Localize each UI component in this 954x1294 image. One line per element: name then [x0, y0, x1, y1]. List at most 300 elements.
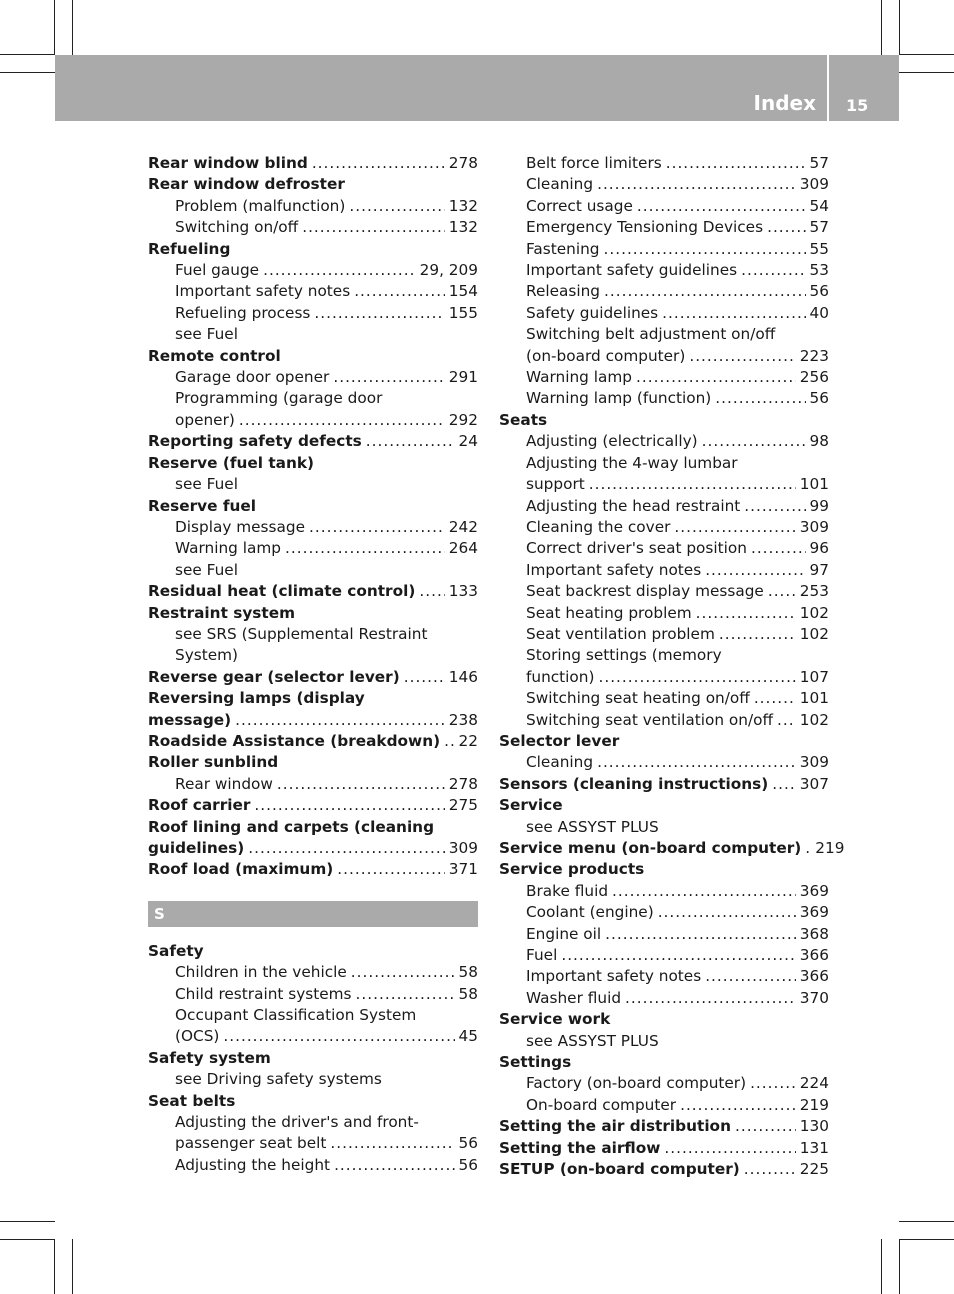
leader-dots: [597, 174, 796, 195]
entry-label: Seat ventilation problem: [526, 624, 715, 643]
page-reference[interactable]: 98: [809, 432, 829, 451]
entry-label: Seat belts: [148, 1091, 236, 1110]
entry-label: Correct usage: [526, 196, 633, 215]
index-subentry[interactable]: [499, 752, 829, 773]
page-reference[interactable]: 130: [799, 1117, 829, 1136]
leader-dots: [404, 667, 445, 688]
entry-label: Roller sunblind: [148, 753, 279, 772]
leader-dots: [366, 431, 455, 452]
entry-label: Display message: [175, 517, 305, 536]
index-entry[interactable]: [148, 667, 478, 688]
entry-label: Selector lever: [499, 731, 620, 750]
page-reference[interactable]: 53: [809, 261, 829, 280]
entry-label: Roof load (maximum): [148, 860, 334, 879]
leader-dots: [662, 303, 805, 324]
entry-label: Switching seat heating on/off: [526, 689, 750, 708]
leader-dots: [604, 281, 806, 302]
entry-label: Storing settings (memory: [526, 646, 722, 665]
entry-label: Coolant (engine): [526, 903, 654, 922]
leader-dots: [744, 1159, 796, 1180]
crop-mark: [899, 1239, 900, 1294]
entry-label: function): [526, 667, 595, 686]
index-subentry[interactable]: [499, 988, 829, 1009]
index-entry[interactable]: [148, 581, 478, 602]
index-subentry[interactable]: [499, 688, 829, 709]
entry-label: Roof carrier: [148, 796, 251, 815]
leader-dots: [680, 1095, 796, 1116]
entry-label: Important safety notes: [526, 967, 702, 986]
index-subentry: [148, 1112, 478, 1133]
page-reference[interactable]: 370: [799, 988, 829, 1007]
entry-label: Correct driver's seat position: [526, 539, 747, 558]
page-reference[interactable]: 219: [799, 1095, 829, 1114]
index-subentry: [148, 1005, 478, 1026]
index-subentry[interactable]: [148, 260, 478, 281]
crop-mark: [881, 0, 882, 55]
entry-label: see SRS (Supplemental Restraint: [175, 624, 428, 643]
section-header: S: [148, 901, 478, 927]
leader-dots: [598, 667, 795, 688]
leader-dots: [754, 688, 796, 709]
index-subentry: [148, 560, 478, 581]
index-subentry[interactable]: [499, 388, 829, 409]
index-subentry[interactable]: [499, 581, 829, 602]
index-entry[interactable]: [148, 710, 478, 731]
leader-dots: [235, 710, 445, 731]
crop-mark: [899, 1239, 954, 1240]
leader-dots: [337, 859, 445, 880]
page-reference[interactable]: 56: [458, 1134, 478, 1153]
page-reference[interactable]: 154: [448, 282, 478, 301]
index-subentry[interactable]: [499, 260, 829, 281]
page-reference[interactable]: 58: [458, 963, 478, 982]
index-subentry[interactable]: [499, 239, 829, 260]
index-entry: [499, 410, 829, 431]
leader-dots: [735, 1116, 796, 1137]
leader-dots: [658, 902, 796, 923]
leader-dots: [330, 1133, 454, 1154]
index-subentry[interactable]: [148, 1133, 478, 1154]
entry-label: Rear window blind: [148, 154, 308, 172]
entry-label: Cleaning: [526, 175, 594, 194]
page-reference[interactable]: 132: [448, 218, 478, 237]
entry-label: message): [148, 710, 232, 729]
entry-label: Reserve (fuel tank): [148, 453, 315, 472]
entry-label: Child restraint systems: [175, 984, 352, 1003]
entry-label: guidelines): [148, 839, 245, 857]
entry-label: see Driving safety systems: [175, 1070, 382, 1089]
index-entry[interactable]: [499, 1116, 829, 1137]
page-reference[interactable]: 291: [448, 368, 478, 387]
page-reference[interactable]: 56: [809, 389, 829, 408]
page-reference[interactable]: 102: [799, 603, 829, 622]
entry-label: see ASSYST PLUS: [526, 1031, 659, 1050]
page-reference[interactable]: 45: [458, 1027, 478, 1046]
index-entry: [499, 731, 829, 752]
entry-label: Safety system: [148, 1048, 271, 1067]
leader-dots: [561, 945, 795, 966]
entry-label: Warning lamp (function): [526, 389, 712, 408]
page-reference[interactable]: 371: [448, 860, 478, 879]
crop-mark: [899, 54, 954, 55]
entry-label: Adjusting the head restraint: [526, 496, 741, 515]
leader-dots: [674, 517, 795, 538]
entry-label: Brake fluid: [526, 881, 609, 900]
page-reference[interactable]: 56: [458, 1155, 478, 1174]
page-reference[interactable]: 133: [448, 582, 478, 601]
entry-label: Warning lamp: [526, 368, 632, 387]
entry-label: Cleaning the cover: [526, 517, 671, 536]
index-subentry[interactable]: [499, 303, 829, 324]
crop-mark: [899, 1221, 954, 1222]
entry-label: Setting the airflow: [499, 1138, 661, 1157]
entry-label: Service work: [499, 1010, 611, 1029]
page-reference[interactable]: 219: [815, 839, 845, 857]
leader-dots: [768, 581, 796, 602]
leader-dots: [419, 581, 444, 602]
page-reference[interactable]: 97: [809, 560, 829, 579]
leader-dots: [741, 260, 805, 281]
page-reference[interactable]: 256: [799, 368, 829, 387]
leader-dots: [254, 795, 444, 816]
page-reference[interactable]: 131: [799, 1138, 829, 1157]
entry-label: Reporting safety defects: [148, 432, 362, 451]
page-reference[interactable]: 366: [799, 946, 829, 965]
index-entry: [499, 1052, 829, 1073]
leader-dots: [333, 367, 444, 388]
page-reference[interactable]: 57: [809, 154, 829, 172]
index-entry: [499, 859, 829, 880]
index-subentry[interactable]: [499, 966, 829, 987]
leader-dots: [302, 217, 445, 238]
leader-dots: [767, 217, 805, 238]
page-reference[interactable]: 307: [799, 774, 829, 793]
entry-label: Adjusting the height: [175, 1155, 331, 1174]
index-subentry: [148, 645, 478, 666]
index-subentry[interactable]: [499, 924, 829, 945]
index-subentry[interactable]: [499, 281, 829, 302]
leader-dots: [612, 881, 796, 902]
leader-dots: [312, 153, 445, 174]
leader-dots: [750, 1073, 796, 1094]
entry-label: Setting the air distribution: [499, 1117, 731, 1136]
index-subentry: [148, 474, 478, 495]
page-reference[interactable]: 368: [799, 924, 829, 943]
index-entry[interactable]: [499, 838, 845, 859]
leader-dots: [702, 431, 806, 452]
leader-dots: [334, 1155, 454, 1176]
crop-mark: [72, 1239, 73, 1294]
index-column-left: [148, 153, 478, 1176]
entry-label: Children in the vehicle: [175, 963, 347, 982]
crop-mark: [881, 1239, 882, 1294]
page-reference[interactable]: 99: [809, 496, 829, 515]
index-subentry: [148, 624, 478, 645]
index-subentry[interactable]: [148, 1026, 478, 1047]
leader-dots: [637, 196, 806, 217]
page-reference[interactable]: 369: [799, 903, 829, 922]
page-reference[interactable]: 107: [799, 667, 829, 686]
entry-label: Rear window: [175, 774, 273, 793]
index-subentry[interactable]: [499, 881, 829, 902]
page-reference[interactable]: 366: [799, 967, 829, 986]
leader-dots: [314, 303, 444, 324]
page-reference[interactable]: 101: [799, 475, 829, 494]
entry-label: Adjusting the driver's and front-: [175, 1113, 419, 1132]
leader-dots: [248, 838, 445, 859]
entry-label: Settings: [499, 1053, 572, 1072]
index-subentry: [148, 324, 478, 345]
entry-label: Problem (malfunction): [175, 196, 346, 215]
page-title: Index: [753, 91, 816, 115]
entry-label: Adjusting (electrically): [526, 432, 698, 451]
entry-label: Garage door opener: [175, 368, 330, 387]
leader-dots: [239, 410, 445, 431]
entry-label: Switching seat ventilation on/off: [526, 710, 774, 729]
page-reference[interactable]: 238: [448, 710, 478, 729]
index-subentry[interactable]: [499, 945, 829, 966]
index-entry[interactable]: [148, 795, 478, 816]
leader-dots: [777, 710, 796, 731]
entry-label: passenger seat belt: [175, 1134, 327, 1153]
leader-dots: [277, 774, 445, 795]
page-reference[interactable]: 146: [448, 667, 478, 686]
page-reference[interactable]: 55: [809, 239, 829, 258]
index-entry: [148, 603, 478, 624]
page-reference[interactable]: 40: [809, 303, 829, 322]
entry-label: Programming (garage door: [175, 389, 383, 408]
leader-dots: [772, 774, 796, 795]
entry-label: Important safety notes: [526, 560, 702, 579]
entry-label: Remote control: [148, 346, 281, 365]
page-reference[interactable]: 57: [809, 218, 829, 237]
entry-label: Safety guidelines: [526, 303, 659, 322]
page-reference[interactable]: 155: [448, 303, 478, 322]
index-subentry: [499, 324, 829, 345]
index-subentry[interactable]: [148, 774, 478, 795]
entry-label: Service products: [499, 860, 645, 879]
index-subentry[interactable]: [499, 538, 829, 559]
entry-label: see ASSYST PLUS: [526, 817, 659, 836]
index-subentry[interactable]: [499, 624, 829, 645]
index-subentry[interactable]: [499, 196, 829, 217]
entry-label: Switching belt adjustment on/off: [526, 325, 776, 344]
index-entry[interactable]: [499, 774, 829, 795]
index-subentry: [148, 388, 478, 409]
index-entry[interactable]: [148, 431, 478, 452]
entry-label: System): [175, 646, 239, 665]
index-entry: [148, 1048, 478, 1069]
entry-label: Restraint system: [148, 603, 296, 622]
leader-dots: [354, 281, 445, 302]
index-subentry[interactable]: [148, 281, 478, 302]
index-subentry[interactable]: [148, 410, 478, 431]
index-entry: [148, 496, 478, 517]
index-subentry: [499, 1031, 829, 1052]
index-subentry[interactable]: [148, 196, 478, 217]
crop-mark: [72, 0, 73, 55]
entry-label: Fuel: [526, 946, 558, 965]
entry-label: support: [526, 475, 585, 494]
index-subentry[interactable]: [499, 153, 829, 174]
page-reference[interactable]: 54: [809, 196, 829, 215]
page-reference[interactable]: 22: [458, 731, 478, 750]
page-reference[interactable]: 96: [809, 539, 829, 558]
page-reference[interactable]: 253: [799, 582, 829, 601]
header-divider: [827, 55, 829, 121]
entry-label: Important safety guidelines: [526, 261, 738, 280]
page-reference[interactable]: 224: [799, 1074, 829, 1093]
index-subentry[interactable]: [499, 174, 829, 195]
entry-label: Residual heat (climate control): [148, 582, 416, 601]
entry-label: see Fuel: [175, 325, 238, 344]
entry-label: Belt force limiters: [526, 154, 662, 172]
index-subentry[interactable]: [499, 474, 829, 495]
page-reference[interactable]: 309: [799, 517, 829, 536]
page-reference[interactable]: 264: [448, 539, 478, 558]
crop-mark: [0, 1239, 55, 1240]
entry-label: Roof lining and carpets (cleaning: [148, 817, 435, 836]
page-reference[interactable]: 56: [809, 282, 829, 301]
leader-dots: [444, 731, 454, 752]
page-reference[interactable]: 369: [799, 881, 829, 900]
index-entry[interactable]: [499, 1159, 829, 1180]
index-entry: [499, 1009, 829, 1030]
index-subentry[interactable]: [499, 1095, 829, 1116]
entry-label: opener): [175, 410, 235, 429]
entry-label: Cleaning: [526, 753, 594, 772]
entry-label: Occupant Classification System: [175, 1006, 417, 1025]
index-entry[interactable]: [148, 731, 478, 752]
page-reference[interactable]: 309: [799, 753, 829, 772]
index-subentry[interactable]: [499, 902, 829, 923]
page-reference[interactable]: 292: [448, 410, 478, 429]
page-reference[interactable]: 278: [448, 774, 478, 793]
index-entry[interactable]: [499, 1138, 829, 1159]
page-reference[interactable]: 242: [448, 517, 478, 536]
index-subentry[interactable]: [499, 431, 829, 452]
index-subentry[interactable]: [499, 517, 829, 538]
leader-dots: [751, 538, 806, 559]
entry-label: Emergency Tensioning Devices: [526, 218, 764, 237]
index-subentry[interactable]: [148, 962, 478, 983]
leader-dots: [666, 153, 806, 174]
leader-dots: [664, 1138, 795, 1159]
entry-label: Switching on/off: [175, 218, 299, 237]
index-subentry: [499, 645, 829, 666]
index-subentry[interactable]: [148, 984, 478, 1005]
crop-mark: [54, 0, 55, 55]
index-subentry[interactable]: [499, 367, 829, 388]
crop-mark: [0, 1221, 55, 1222]
entry-label: (on-board computer): [526, 346, 686, 365]
leader-dots: [719, 624, 796, 645]
entry-label: Reversing lamps (display: [148, 689, 365, 708]
page-reference[interactable]: 223: [799, 346, 829, 365]
page-reference[interactable]: 278: [448, 154, 478, 172]
entry-label: Fuel gauge: [175, 261, 260, 280]
page-reference[interactable]: 102: [799, 624, 829, 643]
entry-label: Reverse gear (selector lever): [148, 667, 400, 686]
index-entry[interactable]: [148, 838, 478, 859]
index-subentry: [499, 817, 829, 838]
leader-dots: [689, 346, 795, 367]
page-reference[interactable]: 225: [799, 1160, 829, 1179]
leader-dots: [605, 924, 796, 945]
entry-label: Reserve fuel: [148, 496, 257, 515]
page-reference[interactable]: 102: [799, 710, 829, 729]
entry-label: Service: [499, 796, 563, 815]
entry-label: Refueling process: [175, 303, 311, 322]
index-subentry[interactable]: [499, 603, 829, 624]
index-entry: [148, 346, 478, 367]
index-subentry[interactable]: [499, 346, 829, 367]
leader-dots: [744, 496, 805, 517]
entry-label: Seat backrest display message: [526, 582, 764, 601]
page-reference[interactable]: 24: [458, 432, 478, 451]
leader-dots: [349, 196, 444, 217]
index-entry[interactable]: [148, 153, 478, 174]
index-subentry[interactable]: [499, 710, 829, 731]
page-reference[interactable]: 58: [458, 984, 478, 1003]
index-subentry[interactable]: [499, 217, 829, 238]
index-subentry[interactable]: [499, 1073, 829, 1094]
page-reference[interactable]: 101: [799, 689, 829, 708]
leader-dots: [223, 1026, 454, 1047]
leader-dots: [285, 538, 445, 559]
index-subentry[interactable]: [148, 517, 478, 538]
entry-label: Service menu (on-board computer): [499, 839, 802, 857]
entry-label: Roadside Assistance (breakdown): [148, 731, 441, 750]
leader-dots: [263, 260, 416, 281]
entry-label: see Fuel: [175, 475, 238, 494]
page-reference[interactable]: 309: [448, 839, 478, 857]
index-entry: [148, 688, 478, 709]
index-subentry[interactable]: [148, 538, 478, 559]
index-subentry[interactable]: [499, 667, 829, 688]
index-entry: [148, 453, 478, 474]
entry-label: Factory (on-board computer): [526, 1074, 747, 1093]
index-subentry[interactable]: [148, 303, 478, 324]
page-reference[interactable]: 275: [448, 796, 478, 815]
leader-dots: [356, 984, 455, 1005]
crop-mark: [54, 1239, 55, 1294]
crop-mark: [0, 54, 55, 55]
index-subentry[interactable]: [148, 217, 478, 238]
index-subentry: [499, 453, 829, 474]
page-reference[interactable]: 29, 209: [419, 261, 478, 280]
index-subentry[interactable]: [148, 367, 478, 388]
entry-label: Adjusting the 4-way lumbar: [526, 453, 738, 472]
entry-label: Important safety notes: [175, 282, 351, 301]
entry-label: Safety: [148, 941, 204, 960]
index-entry[interactable]: [148, 859, 478, 880]
page-reference[interactable]: 132: [448, 196, 478, 215]
crop-mark: [0, 72, 55, 73]
crop-mark: [899, 0, 900, 55]
index-subentry[interactable]: [148, 1155, 478, 1176]
page-number: 15: [846, 96, 869, 115]
leader-dots: [705, 966, 796, 987]
page-reference[interactable]: 309: [799, 175, 829, 194]
leader-dots: [705, 560, 805, 581]
entry-label: Engine oil: [526, 924, 602, 943]
entry-label: Seats: [499, 410, 548, 429]
index-subentry[interactable]: [499, 496, 829, 517]
entry-label: Releasing: [526, 282, 601, 301]
entry-label: Sensors (cleaning instructions): [499, 774, 769, 793]
index-subentry[interactable]: [499, 560, 829, 581]
